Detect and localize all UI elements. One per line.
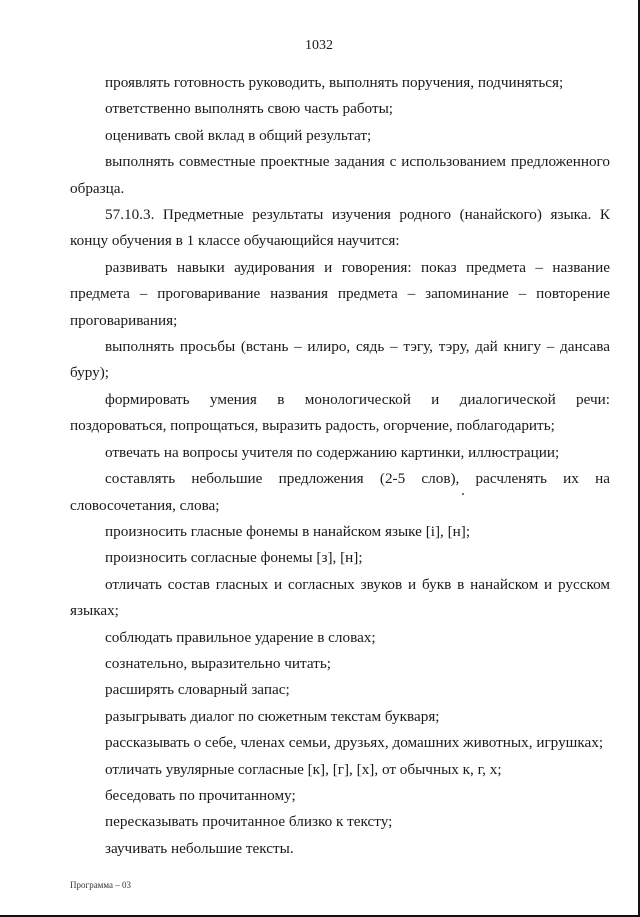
section-heading-paragraph: 57.10.3. Предметные результаты изучения родного (нанайского) языка. К концу обучения в 1 классе обучающийся научится: (70, 206, 610, 250)
paragraph: ответственно выполнять свою часть работы; (105, 100, 394, 118)
paragraph: отличать увулярные согласные [к], [г], [х], от обычных к, г, х; (105, 760, 502, 778)
page-body (70, 70, 610, 862)
paragraph: выполнять просьбы (встань – илиро, сядь – тэгу, тэру, дай книгу – дансава буру); (70, 338, 610, 382)
paragraph: проявлять готовность руководить, выполнять поручения, подчиняться; (105, 74, 564, 91)
paragraph: развивать навыки аудирования и говорения: показ предмета – название предмета – проговаривание названия предмета – запоминание – повторение проговаривания; (70, 258, 610, 329)
paragraph: беседовать по прочитанному; (105, 786, 296, 804)
paragraph: пересказывать прочитанное близко к тексту; (105, 813, 393, 831)
paragraph: произносить гласные фонемы в нанайском языке [i], [н]; (105, 522, 471, 540)
paragraph: отличать состав гласных и согласных звуков и букв в нанайском и русском языках; (70, 575, 610, 620)
paragraph: соблюдать правильное ударение в словах; (105, 628, 376, 646)
paragraph: разыгрывать диалог по сюжетным текстам букваря; (105, 707, 440, 725)
paragraph: рассказывать о себе, членах семьи, друзьях, домашних животных, игрушках; (105, 734, 604, 752)
paragraph: расширять словарный запас; (105, 681, 290, 699)
paragraph: составлять небольшие предложения (2-5 слов), расчленять их на словосочетания, слова; (70, 470, 610, 514)
paragraph: отвечать на вопросы учителя по содержанию картинки, иллюстрации; (105, 443, 560, 461)
scan-speck (462, 493, 464, 495)
paragraph: формировать умения в монологической и диалогической речи: поздороваться, попрощаться, выразить радость, огорчение, поблагодарить; (70, 390, 610, 435)
page-number: 1032 (305, 38, 333, 53)
paragraph: сознательно, выразительно читать; (105, 654, 331, 672)
paragraph: произносить согласные фонемы [з], [н]; (105, 549, 363, 567)
page-footer: Программа – 03 (70, 880, 132, 890)
paragraph: оценивать свой вклад в общий результат; (105, 126, 372, 144)
paragraph: выполнять совместные проектные задания с использованием предложенного образца. (70, 153, 610, 197)
paragraph: заучивать небольшие тексты. (105, 839, 294, 857)
